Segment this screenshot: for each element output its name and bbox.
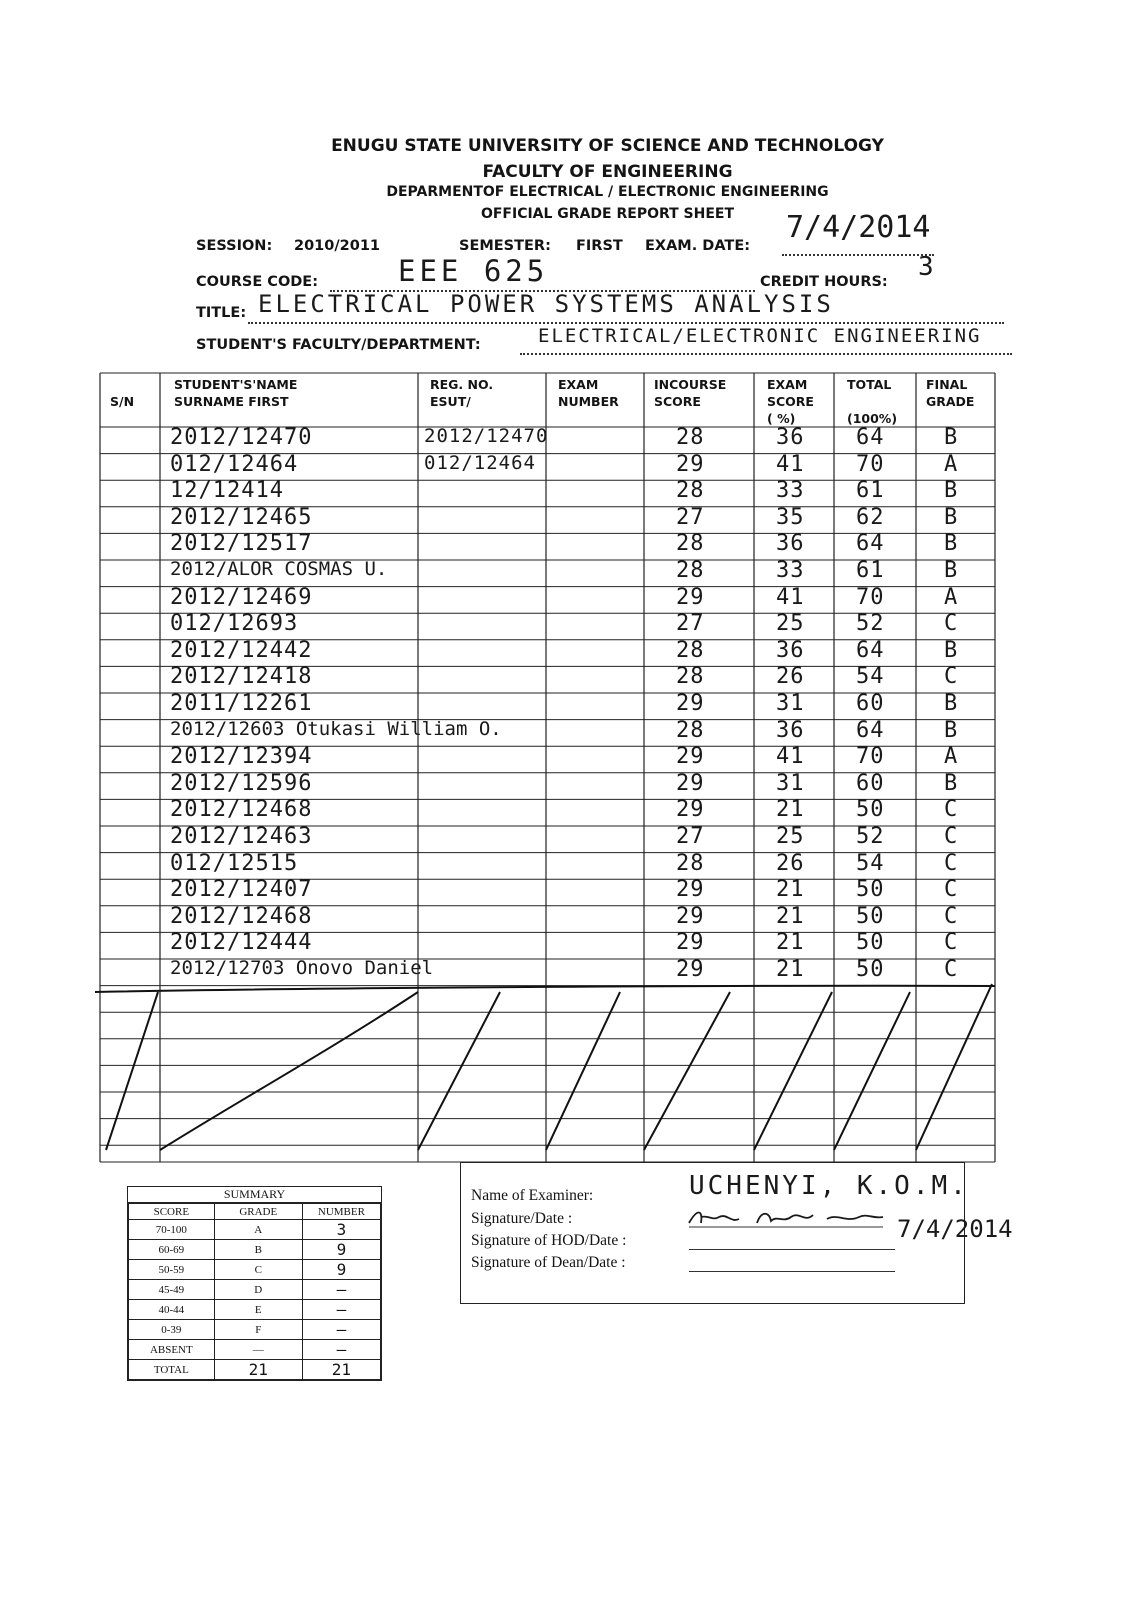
summary-number: — [302, 1300, 380, 1320]
summary-grade: — [214, 1340, 302, 1360]
cancel-stroke [546, 992, 620, 1150]
cell-total: 50 [856, 797, 885, 823]
summary-score: 70-100 [129, 1220, 215, 1240]
cell-total: 50 [856, 877, 885, 903]
cell-grade: C [944, 611, 959, 637]
col-header-incourse-2: SCORE [654, 394, 701, 409]
cell-exam: 31 [776, 691, 805, 716]
cell-exam: 36 [776, 717, 805, 743]
cell-total: 54 [856, 850, 885, 876]
cell-name: 2012/12407 [170, 877, 313, 903]
summary-score: 45-49 [129, 1280, 215, 1300]
summary-score: 40-44 [129, 1300, 215, 1320]
examiner-name-value: UCHENYI, K.O.M. [689, 1171, 969, 1201]
summary-row [129, 1240, 381, 1260]
semester-label: SEMESTER: [459, 238, 551, 254]
col-header-grade-2: GRADE [926, 394, 975, 409]
summary-grade: E [214, 1300, 302, 1320]
cell-name: 012/12464 [170, 451, 299, 477]
credit-hours-label: CREDIT HOURS: [760, 274, 888, 290]
summary-box [127, 1186, 382, 1381]
cell-exam: 35 [776, 504, 805, 530]
cell-exam: 26 [776, 850, 805, 876]
cell-name: 2011/12261 [170, 691, 313, 716]
summary-row [129, 1300, 381, 1320]
cell-grade: B [944, 770, 959, 796]
cell-incourse: 28 [676, 531, 705, 557]
credit-hours-value: 3 [918, 252, 934, 282]
cell-exam: 41 [776, 744, 805, 770]
exam-date-value: 7/4/2014 [786, 210, 931, 245]
cell-exam: 25 [776, 611, 805, 637]
summary-row [129, 1340, 381, 1360]
cancel-stroke [834, 992, 910, 1150]
col-header-examno-2: NUMBER [558, 394, 619, 409]
cell-name: 012/12515 [170, 850, 299, 876]
summary-score: 50-59 [129, 1260, 215, 1280]
cell-grade: C [944, 903, 959, 929]
col-header-examno-1: EXAM [558, 377, 599, 392]
col-header-incourse-1: INCOURSE [654, 377, 727, 392]
cell-incourse: 29 [676, 584, 705, 610]
cell-grade: B [944, 504, 959, 530]
cell-exam: 21 [776, 877, 805, 903]
signature-date-label: Signature/Date : [471, 1210, 573, 1227]
summary-col-number: NUMBER [302, 1204, 380, 1220]
cell-name: 2012/12517 [170, 531, 313, 557]
cell-exam: 41 [776, 584, 805, 610]
cell-total: 50 [856, 957, 885, 982]
course-code-label: COURSE CODE: [196, 274, 319, 290]
cell-name: 12/12414 [170, 478, 284, 504]
summary-total-label: TOTAL [129, 1360, 215, 1380]
cell-reg: 012/12464 [424, 451, 536, 474]
summary-row [129, 1220, 381, 1240]
summary-title: SUMMARY [128, 1187, 381, 1203]
examiner-name-label: Name of Examiner: [471, 1187, 594, 1204]
cell-grade: A [944, 584, 959, 610]
title-label: TITLE: [196, 305, 247, 321]
cell-incourse: 29 [676, 957, 705, 982]
hod-signature-label: Signature of HOD/Date : [471, 1232, 627, 1249]
cell-total: 70 [856, 744, 885, 770]
cell-total: 61 [856, 478, 885, 504]
cell-exam: 33 [776, 478, 805, 504]
cell-total: 60 [856, 691, 885, 716]
signature-date-value: 7/4/2014 [897, 1215, 1013, 1243]
cell-incourse: 29 [676, 744, 705, 770]
session-value: 2010/2011 [294, 238, 381, 254]
cell-name: 2012/12394 [170, 744, 313, 770]
cell-total: 70 [856, 584, 885, 610]
cancel-stroke [644, 992, 730, 1150]
cell-total: 64 [856, 531, 885, 557]
cell-incourse: 29 [676, 770, 705, 796]
cell-exam: 36 [776, 637, 805, 663]
cell-name: 2012/12596 [170, 770, 313, 796]
cell-total: 50 [856, 903, 885, 929]
cancel-stroke [160, 992, 418, 1150]
cell-name: 2012/12603 Otukasi William O. [170, 717, 502, 740]
cell-name: 2012/12444 [170, 930, 313, 956]
col-header-total-1: TOTAL [847, 377, 892, 392]
col-header-name-1: STUDENT'S'NAME [174, 377, 298, 392]
cell-incourse: 28 [676, 478, 705, 504]
cell-exam: 21 [776, 797, 805, 823]
cell-total: 64 [856, 637, 885, 663]
cancel-stroke [106, 992, 158, 1150]
cell-name: 2012/12469 [170, 584, 313, 610]
cell-total: 60 [856, 770, 885, 796]
cell-name: 2012/12418 [170, 664, 313, 690]
cell-exam: 21 [776, 930, 805, 956]
summary-table [128, 1203, 381, 1380]
cell-name: 2012/12465 [170, 504, 313, 530]
cell-total: 54 [856, 664, 885, 690]
col-header-grade-1: FINAL [926, 377, 968, 392]
cell-total: 61 [856, 558, 885, 583]
cell-total: 70 [856, 451, 885, 477]
cell-grade: C [944, 850, 959, 876]
cell-reg: 2012/12470 [424, 425, 549, 447]
department-name: DEPARMENTOF ELECTRICAL / ELECTRONIC ENGINEERING [386, 184, 829, 200]
cell-exam: 41 [776, 451, 805, 477]
sheet-title: OFFICIAL GRADE REPORT SHEET [480, 206, 735, 222]
semester-value: FIRST [576, 238, 623, 254]
examiner-box [460, 1162, 1013, 1304]
cell-name: 2012/12703 Onovo Daniel [170, 957, 434, 979]
cell-grade: B [944, 691, 959, 716]
cell-name: 2012/12468 [170, 903, 313, 929]
examiner-signature [687, 1205, 887, 1229]
cancel-stroke [754, 992, 832, 1150]
cell-total: 64 [856, 425, 885, 450]
cell-grade: B [944, 531, 959, 557]
cancel-stroke [418, 992, 500, 1150]
exam-date-label: EXAM. DATE: [645, 238, 751, 254]
cell-total: 52 [856, 611, 885, 637]
dept-value: ELECTRICAL/ELECTRONIC ENGINEERING [538, 325, 982, 347]
summary-row [129, 1280, 381, 1300]
cell-grade: C [944, 664, 959, 690]
summary-number: — [302, 1340, 380, 1360]
cell-name: 2012/12442 [170, 637, 313, 663]
summary-grade: C [214, 1260, 302, 1280]
cell-total: 50 [856, 930, 885, 956]
col-header-exam-1: EXAM [767, 377, 808, 392]
cell-exam: 31 [776, 770, 805, 796]
summary-row [129, 1260, 381, 1280]
cell-exam: 21 [776, 957, 805, 982]
cell-name: 2012/12463 [170, 824, 313, 849]
cell-incourse: 27 [676, 824, 705, 849]
dean-signature-label: Signature of Dean/Date : [471, 1254, 626, 1271]
summary-number: — [302, 1280, 380, 1300]
cell-incourse: 27 [676, 504, 705, 530]
cell-incourse: 29 [676, 451, 705, 477]
title-value: ELECTRICAL POWER SYSTEMS ANALYSIS [258, 290, 834, 318]
cell-incourse: 28 [676, 637, 705, 663]
cell-grade: B [944, 637, 959, 663]
cell-incourse: 29 [676, 903, 705, 929]
col-header-total-2: (100%) [847, 411, 898, 426]
col-header-sn: S/N [110, 394, 135, 409]
cell-exam: 26 [776, 664, 805, 690]
course-code-value: EEE 625 [398, 254, 549, 288]
cancel-stroke [916, 984, 992, 1150]
cell-exam: 21 [776, 903, 805, 929]
cell-incourse: 28 [676, 425, 705, 450]
col-header-exam-3: ( %) [767, 411, 796, 426]
summary-number: 9 [302, 1240, 380, 1260]
cell-grade: C [944, 930, 959, 956]
cell-incourse: 28 [676, 717, 705, 743]
cell-incourse: 28 [676, 558, 705, 583]
cancel-stroke [95, 986, 995, 992]
cell-incourse: 29 [676, 877, 705, 903]
cell-incourse: 28 [676, 850, 705, 876]
summary-col-grade: GRADE [214, 1204, 302, 1220]
cell-grade: C [944, 957, 959, 982]
summary-grade: F [214, 1320, 302, 1340]
session-label: SESSION: [196, 238, 273, 254]
summary-score: 60-69 [129, 1240, 215, 1260]
col-header-reg-1: REG. NO. [430, 377, 494, 392]
dept-label: STUDENT'S FACULTY/DEPARTMENT: [196, 337, 481, 353]
summary-grade: D [214, 1280, 302, 1300]
cell-incourse: 29 [676, 930, 705, 956]
cell-total: 64 [856, 717, 885, 743]
cell-grade: B [944, 478, 959, 504]
summary-total-grade: 21 [214, 1360, 302, 1380]
summary-number: 9 [302, 1260, 380, 1280]
cell-name: 2012/12468 [170, 797, 313, 823]
col-header-name-2: SURNAME FIRST [174, 394, 289, 409]
university-name: ENUGU STATE UNIVERSITY OF SCIENCE AND TECHNOLOGY [331, 136, 884, 156]
col-header-reg-2: ESUT/ [430, 394, 471, 409]
cell-grade: C [944, 824, 959, 849]
summary-number: — [302, 1320, 380, 1340]
summary-score: ABSENT [129, 1340, 215, 1360]
cell-exam: 36 [776, 425, 805, 450]
summary-score: 0-39 [129, 1320, 215, 1340]
cell-incourse: 28 [676, 664, 705, 690]
cell-total: 62 [856, 504, 885, 530]
summary-grade: A [214, 1220, 302, 1240]
cell-grade: A [944, 451, 959, 477]
cell-name: 2012/ALOR COSMAS U. [170, 558, 388, 580]
cell-grade: C [944, 877, 959, 903]
dean-signature-line [689, 1271, 895, 1272]
summary-col-score: SCORE [129, 1204, 215, 1220]
cell-exam: 25 [776, 824, 805, 849]
cell-grade: A [944, 744, 959, 770]
hod-signature-line [689, 1249, 895, 1250]
col-header-exam-2: SCORE [767, 394, 814, 409]
cell-grade: B [944, 717, 959, 743]
cell-name: 012/12693 [170, 611, 299, 637]
summary-number: 3 [302, 1220, 380, 1240]
cell-grade: C [944, 797, 959, 823]
cell-incourse: 29 [676, 691, 705, 716]
summary-row [129, 1320, 381, 1340]
summary-grade: B [214, 1240, 302, 1260]
cell-grade: B [944, 425, 959, 450]
faculty-name: FACULTY OF ENGINEERING [482, 162, 733, 182]
cell-grade: B [944, 558, 959, 583]
cell-total: 52 [856, 824, 885, 849]
cell-incourse: 29 [676, 797, 705, 823]
cell-exam: 33 [776, 558, 805, 583]
summary-total-number: 21 [302, 1360, 380, 1380]
cell-incourse: 27 [676, 611, 705, 637]
cell-exam: 36 [776, 531, 805, 557]
cell-name: 2012/12470 [170, 425, 313, 450]
